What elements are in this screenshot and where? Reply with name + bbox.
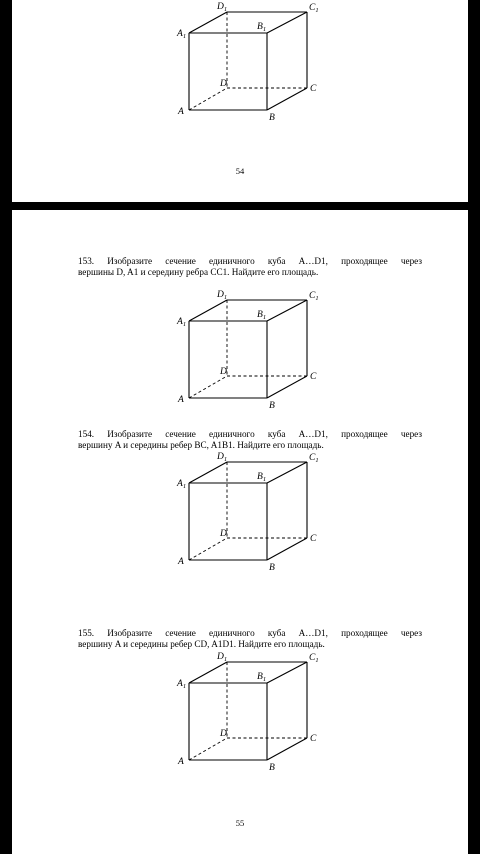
label-c: C xyxy=(310,534,317,544)
label-a1: $A_1$ xyxy=(177,479,187,490)
edge-b1-c1 xyxy=(267,300,307,321)
cube-figure xyxy=(167,288,327,418)
label-a1: $A_1$ xyxy=(177,317,187,328)
label-c1: $C_1$ xyxy=(309,653,319,664)
edge-a1-d1 xyxy=(189,300,227,321)
label-d: D xyxy=(220,367,227,377)
edge-a-d-hidden xyxy=(189,738,227,760)
label-b1: $B_1$ xyxy=(257,472,267,483)
edge-b-c xyxy=(267,376,307,398)
edge-a-d-hidden xyxy=(189,376,227,398)
label-d1: $D_1$ xyxy=(217,652,228,663)
label-b: B xyxy=(269,763,275,773)
problem-text-line: 155. Изобразите сечение единичного куба A…D1, проходящее через xyxy=(78,628,422,638)
label-a1: $A_1$ xyxy=(177,679,187,690)
problem-text-line: вершины D, A1 и середину ребра CC1. Найдите его площадь. xyxy=(78,267,319,277)
label-d: D xyxy=(220,79,227,89)
cube-svg xyxy=(167,650,327,780)
problem-text-line: вершину A и середины ребер CD, A1D1. Найдите его площадь. xyxy=(78,639,325,649)
problem-text-line: 153. Изобразите сечение единичного куба A…D1, проходящее через xyxy=(78,256,422,266)
label-c: C xyxy=(310,734,317,744)
edge-a1-d1 xyxy=(189,12,227,33)
page-54 xyxy=(12,0,468,202)
cube-figure xyxy=(167,450,327,580)
edge-a1-d1 xyxy=(189,462,227,483)
problem-154 xyxy=(78,429,422,451)
page-number: 55 xyxy=(235,818,245,828)
edge-a1-d1 xyxy=(189,662,227,683)
problem-text-line: вершину A и середины ребер BC, A1B1. Найдите его площадь. xyxy=(78,440,324,450)
edge-b-c xyxy=(267,538,307,560)
edge-a-d-hidden xyxy=(189,88,227,110)
cube-svg xyxy=(167,450,327,580)
cube-figure xyxy=(167,0,327,130)
label-b: B xyxy=(269,113,275,123)
edge-b1-c1 xyxy=(267,12,307,33)
label-a1: $A_1$ xyxy=(177,29,187,40)
label-d1: $D_1$ xyxy=(217,2,228,13)
label-b: B xyxy=(269,401,275,411)
label-c: C xyxy=(310,372,317,382)
cube-svg xyxy=(167,288,327,418)
label-a: A xyxy=(178,557,184,567)
label-a: A xyxy=(178,107,184,117)
label-b1: $B_1$ xyxy=(257,672,267,683)
label-c: C xyxy=(310,84,317,94)
edge-b1-c1 xyxy=(267,462,307,483)
label-d1: $D_1$ xyxy=(217,290,228,301)
label-b1: $B_1$ xyxy=(257,22,267,33)
edge-a-d-hidden xyxy=(189,538,227,560)
label-a: A xyxy=(178,757,184,767)
label-d1: $D_1$ xyxy=(217,452,228,463)
label-d: D xyxy=(220,529,227,539)
label-c1: $C_1$ xyxy=(309,291,319,302)
cube-figure xyxy=(167,650,327,780)
label-b1: $B_1$ xyxy=(257,310,267,321)
edge-b-c xyxy=(267,88,307,110)
problem-153 xyxy=(78,256,422,278)
edge-b1-c1 xyxy=(267,662,307,683)
page-55 xyxy=(12,210,468,854)
problem-155 xyxy=(78,628,422,650)
label-a: A xyxy=(178,395,184,405)
problem-text-line: 154. Изобразите сечение единичного куба A…D1, проходящее через xyxy=(78,429,422,439)
label-d: D xyxy=(220,729,227,739)
page-number: 54 xyxy=(235,166,245,176)
cube-svg xyxy=(167,0,327,130)
label-b: B xyxy=(269,563,275,573)
label-c1: $C_1$ xyxy=(309,453,319,464)
label-c1: $C_1$ xyxy=(309,3,319,14)
edge-b-c xyxy=(267,738,307,760)
